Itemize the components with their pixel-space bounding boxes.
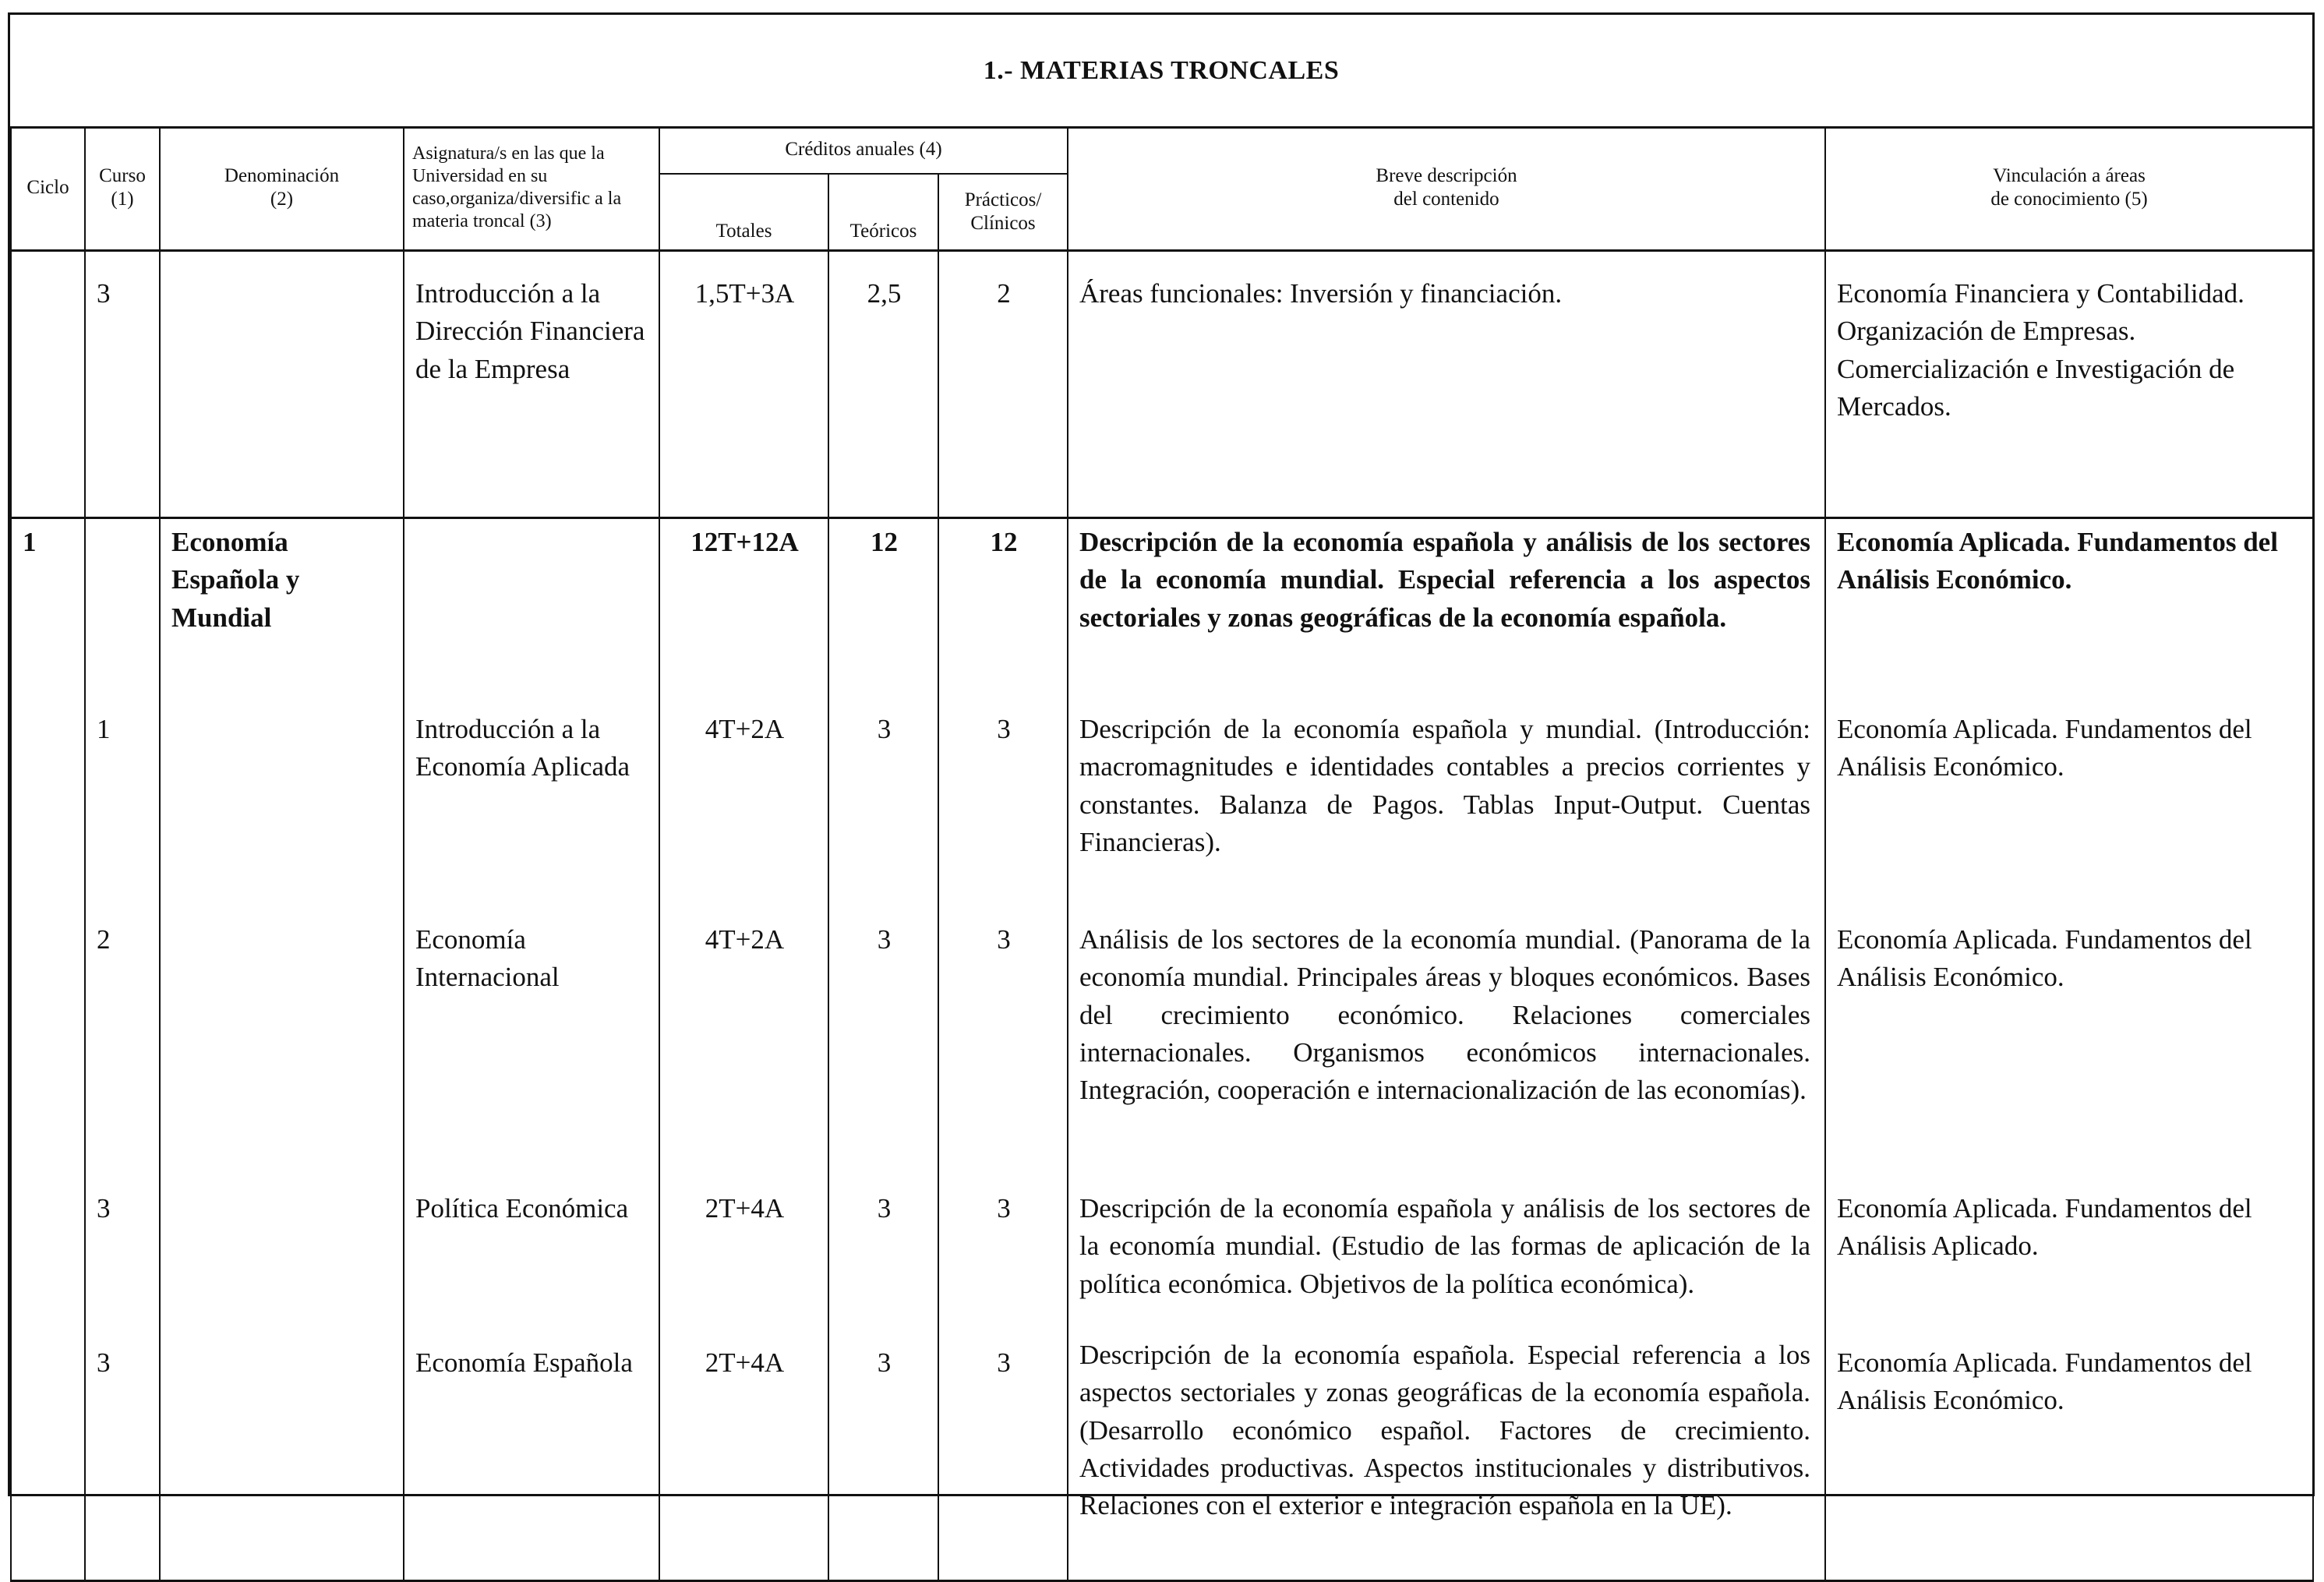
header-denominacion: Denominación (2) — [160, 126, 404, 251]
cell-descripcion: Descripción de la economía española y análisis de los sectores de la economía mundial. (Estudio de las formas de aplicación de la política económica. Objetivos de la política económica). — [1068, 1167, 1825, 1337]
cell-asignatura: Introducción a la Dirección Financiera de la Empresa — [404, 251, 659, 518]
cell-descripcion: Áreas funcionales: Inversión y financiación. — [1068, 251, 1825, 518]
cell-vinculacion: Economía Aplicada. Fundamentos del Análisis Económico. — [1825, 518, 2313, 688]
cell-totales: 2T+4A — [659, 1337, 828, 1581]
cell-curso: 3 — [85, 1167, 160, 1337]
table-row — [11, 898, 2313, 1167]
cell-teoricos: 3 — [828, 1337, 938, 1581]
cell-ciclo — [11, 898, 85, 1167]
table-row — [11, 518, 2313, 688]
materias-table — [10, 126, 2314, 1582]
cell-practicos: 3 — [938, 898, 1068, 1167]
table-row — [11, 1337, 2313, 1581]
header-teoricos: Teóricos — [828, 174, 938, 251]
cell-practicos: 3 — [938, 687, 1068, 898]
table-row — [11, 1167, 2313, 1337]
cell-descripcion: Descripción de la economía española y análisis de los sectores de la economía mundial. Especial referencia a los aspectos sectoriales y zonas geográficas de la economía española. — [1068, 518, 1825, 688]
cell-totales: 4T+2A — [659, 687, 828, 898]
header-descripcion: Breve descripción del contenido — [1068, 126, 1825, 251]
cell-teoricos: 3 — [828, 898, 938, 1167]
cell-descripcion: Descripción de la economía española y mundial. (Introducción: macromagnitudes e identidades contables a precios corrientes y constantes. Balanza de Pagos. Tablas Input-Output. Cuentas Financieras). — [1068, 687, 1825, 898]
cell-vinculacion: Economía Financiera y Contabilidad. Organización de Empresas. Comercialización e Investigación de Mercados. — [1825, 251, 2313, 518]
header-vinculacion: Vinculación a áreas de conocimiento (5) — [1825, 126, 2313, 251]
table-row — [11, 251, 2313, 518]
cell-totales: 2T+4A — [659, 1167, 828, 1337]
cell-ciclo — [11, 687, 85, 898]
cell-vinculacion: Economía Aplicada. Fundamentos del Análisis Económico. — [1825, 898, 2313, 1167]
cell-practicos: 12 — [938, 518, 1068, 688]
cell-teoricos: 2,5 — [828, 251, 938, 518]
cell-ciclo: 1 — [11, 518, 85, 688]
cell-teoricos: 3 — [828, 1167, 938, 1337]
cell-denominacion: Economía Española y Mundial — [160, 518, 404, 688]
cell-curso: 3 — [85, 1337, 160, 1581]
cell-totales: 1,5T+3A — [659, 251, 828, 518]
cell-curso: 3 — [85, 251, 160, 518]
cell-descripcion: Descripción de la economía española. Especial referencia a los aspectos sectoriales y zonas geográficas de la economía española. (Desarrollo económico español. Factores de crecimiento. Actividades productivas. Aspectos institucionales y distributivos. Relaciones con el exterior e integración española en la UE). — [1068, 1337, 1825, 1581]
header-totales: Totales — [659, 174, 828, 251]
cell-denominacion — [160, 898, 404, 1167]
header-curso: Curso (1) — [85, 126, 160, 251]
cell-ciclo — [11, 1167, 85, 1337]
cell-teoricos: 12 — [828, 518, 938, 688]
document-frame — [8, 12, 2315, 1521]
cell-descripcion: Análisis de los sectores de la economía mundial. (Panorama de la economía mundial. Principales áreas y bloques económicos. Bases del crecimiento económico. Relaciones comerciales internacionales. Organismos económicos internacionales. Integración, cooperación e internacionalización de las economías). — [1068, 898, 1825, 1167]
cell-vinculacion: Economía Aplicada. Fundamentos del Análisis Económico. — [1825, 687, 2313, 898]
cell-practicos: 3 — [938, 1167, 1068, 1337]
cell-asignatura: Economía Internacional — [404, 898, 659, 1167]
cell-vinculacion: Economía Aplicada. Fundamentos del Análisis Aplicado. — [1825, 1167, 2313, 1337]
cell-asignatura: Introducción a la Economía Aplicada — [404, 687, 659, 898]
cell-denominacion — [160, 1337, 404, 1581]
table-row — [11, 687, 2313, 898]
header-creditos: Créditos anuales (4) — [659, 126, 1068, 174]
cell-denominacion — [160, 251, 404, 518]
cell-practicos: 2 — [938, 251, 1068, 518]
header-ciclo: Ciclo — [11, 126, 85, 251]
cell-totales: 12T+12A — [659, 518, 828, 688]
cell-practicos: 3 — [938, 1337, 1068, 1581]
cell-ciclo — [11, 251, 85, 518]
cell-asignatura — [404, 518, 659, 688]
cell-denominacion — [160, 1167, 404, 1337]
header-asignatura: Asignatura/s en las que la Universidad en su caso,organiza/diversific a la materia troncal (3) — [404, 126, 659, 251]
cell-vinculacion: Economía Aplicada. Fundamentos del Análisis Económico. — [1825, 1337, 2313, 1581]
cell-asignatura: Política Económica — [404, 1167, 659, 1337]
cell-curso: 1 — [85, 687, 160, 898]
cell-asignatura: Economía Española — [404, 1337, 659, 1581]
cell-ciclo — [11, 1337, 85, 1581]
section-title: 1.- MATERIAS TRONCALES — [10, 15, 2312, 129]
cell-denominacion — [160, 687, 404, 898]
cell-curso — [85, 518, 160, 688]
cell-teoricos: 3 — [828, 687, 938, 898]
cell-curso: 2 — [85, 898, 160, 1167]
cell-totales: 4T+2A — [659, 898, 828, 1167]
header-practicos: Prácticos/ Clínicos — [938, 174, 1068, 251]
